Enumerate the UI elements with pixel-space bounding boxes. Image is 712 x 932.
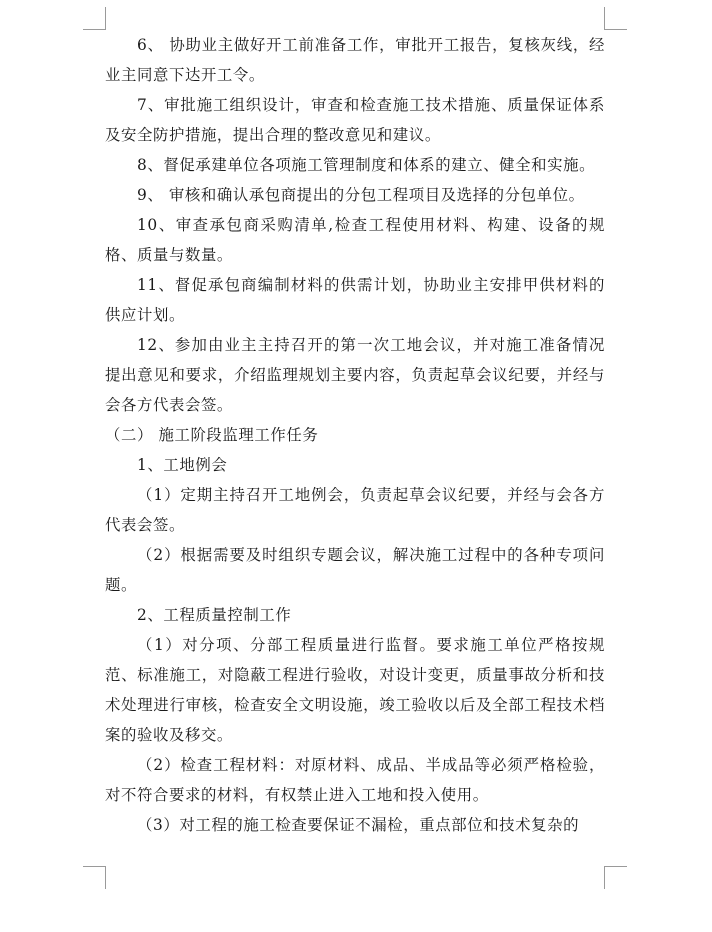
document-body	[105, 30, 605, 840]
subheading-site-meeting: 1、工地例会	[137, 456, 228, 474]
paragraph-7: 7、审批施工组织设计，审查和检查施工技术措施、质量保证体系及安全防护措施，提出合理的整改意见和建议。	[105, 96, 605, 144]
paragraph-6: 6、 协助业主做好开工前准备工作，审批开工报告，复核灰线，经业主同意下达开工令。	[105, 36, 605, 84]
bottom-left-margin-mark	[83, 866, 106, 889]
paragraph-10: 10、审查承包商采购清单,检查工程使用材料、构建、设备的规格、质量与数量。	[105, 216, 605, 264]
subheading-quality-control: 2、工程质量控制工作	[137, 606, 292, 624]
paragraph-12: 12、参加由业主主持召开的第一次工地会议，并对施工准备情况提出意见和要求，介绍监理规划主要内容，负责起草会议纪要，并经与会各方代表会签。	[105, 336, 605, 414]
paragraph-11: 11、督促承包商编制材料的供需计划，协助业主安排甲供材料的供应计划。	[105, 276, 605, 324]
paragraph-8: 8、督促承建单位各项施工管理制度和体系的建立、健全和实施。	[137, 156, 596, 174]
paragraph-quality-3: （3）对工程的施工检查要保证不漏检，重点部位和技术复杂的	[137, 816, 580, 834]
paragraph-meeting-1: （1）定期主持召开工地例会，负责起草会议纪要，并经与会各方代表会签。	[105, 486, 605, 534]
top-left-margin-mark	[83, 7, 106, 30]
paragraph-quality-1: （1）对分项、分部工程质量进行监督。要求施工单位严格按规范、标准施工，对隐蔽工程进行验收，对设计变更，质量事故分析和技术处理进行审核，检查安全文明设施，竣工验收以后及全部工程技术档案的验收及移交。	[105, 636, 605, 744]
bottom-right-margin-mark	[604, 866, 627, 889]
paragraph-meeting-2: （2）根据需要及时组织专题会议，解决施工过程中的各种专项问题。	[105, 546, 605, 594]
paragraph-9: 9、 审核和确认承包商提出的分包工程项目及选择的分包单位。	[137, 186, 585, 204]
top-right-margin-mark	[604, 7, 627, 30]
paragraph-quality-2: （2）检查工程材料：对原材料、成品、半成品等必须严格检验，对不符合要求的材料，有权禁止进入工地和投入使用。	[105, 756, 605, 804]
section-heading: （二） 施工阶段监理工作任务	[105, 426, 319, 444]
